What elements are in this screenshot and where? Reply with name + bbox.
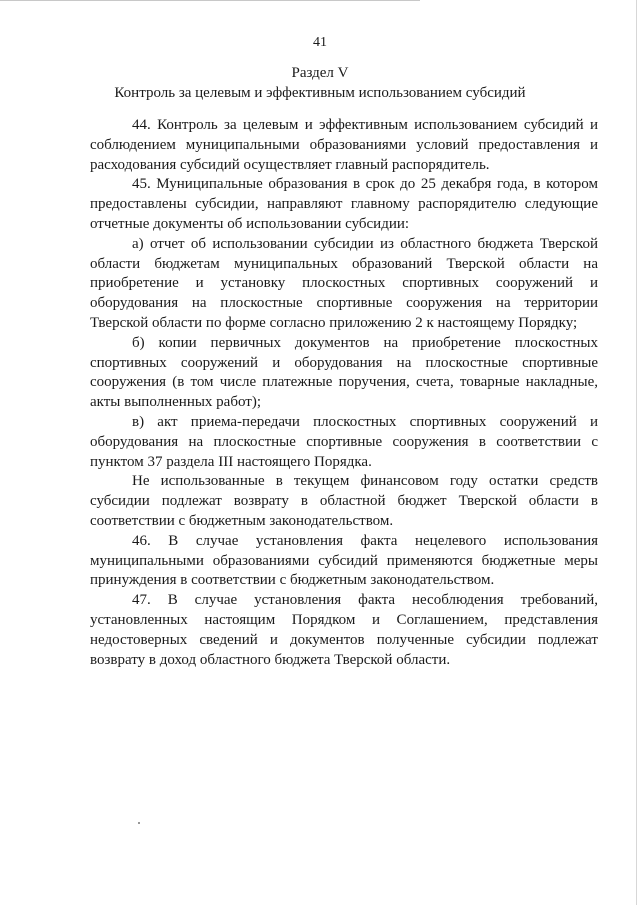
paragraph-44: 44. Контроль за целевым и эффективным использованием субсидий и соблюдением муниципальными образованиями условий предоставления и расходования субсидий осуществляет главный распорядитель. [90,117,598,173]
scan-edge-top [0,0,420,1]
paragraph-47: 47. В случае установления факта несоблюдения требований, установленных настоящим Порядком и Соглашением, представления недостоверных сведений и документов полученные субсидии подлежат возврату в доход областного бюджета Тверской области. [90,592,598,668]
paragraph-46: 46. В случае установления факта нецелевого использования муниципальными образованиями субсидий применяются бюджетные меры принуждения в соответствии с бюджетным законодательством. [90,532,598,589]
section-title: Контроль за целевым и эффективным использованием субсидий [114,85,526,101]
paragraph-45: 45. Муниципальные образования в срок до 25 декабря года, в котором предоставлены субсидии, направляют главному распорядителю следующие отчетные документы об использовании субсидии: [90,176,598,232]
paragraph-45-c: в) акт приема-передачи плоскостных спортивных сооружений и оборудования на плоскостные спортивные сооружения в соответствии с пунктом 37 раздела III настоящего Порядка. [90,413,598,470]
scan-speck [138,822,140,824]
document-body [90,116,598,670]
paragraph-45-a: а) отчет об использовании субсидии из областного бюджета Тверской области бюджетам муниципальных образований Тверской области на приобретение и установку плоскостных спортивных сооружений и оборудования на плоскостные спортивные сооружения на территории Тверской области по форме согласно приложению 2 к настоящему Порядку; [90,235,598,331]
page-number: 41 [313,35,327,50]
paragraph-45-remainder: Не использованные в текущем финансовом году остатки средств субсидии подлежат возврату в областной бюджет Тверской области в соответствии с бюджетным законодательством. [90,473,598,529]
scan-edge-right [636,0,637,905]
section-heading: Раздел V [291,65,349,81]
paragraph-45-b: б) копии первичных документов на приобретение плоскостных спортивных сооружений и оборудования на плоскостные спортивные сооружения (в том числе платежные поручения, счета, товарные накладные, акты выполненных работ); [90,334,598,411]
